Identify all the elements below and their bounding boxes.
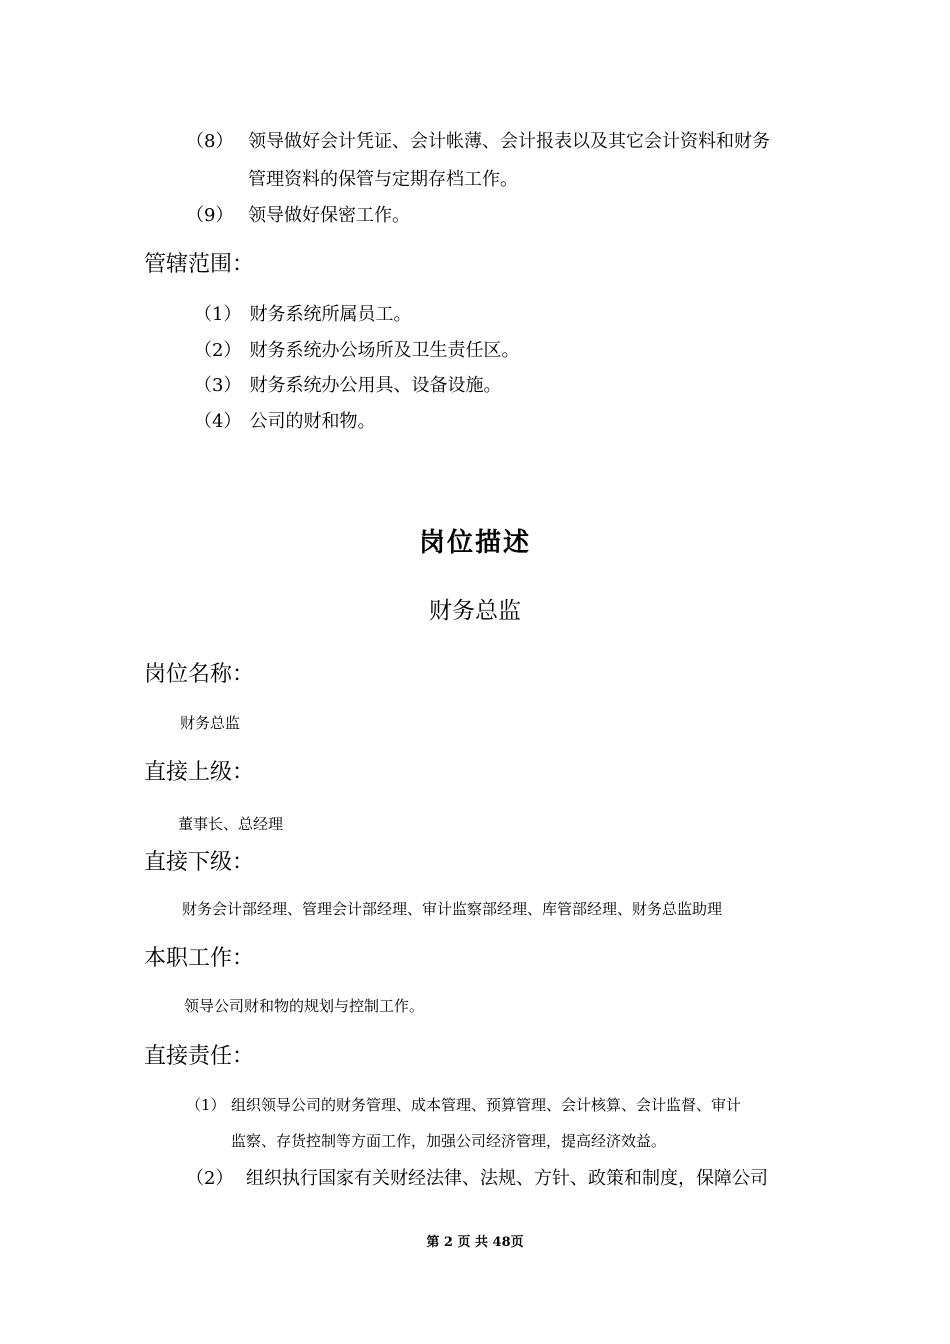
list-item — [186, 1094, 226, 1115]
item-text: 财务系统所属员工。 — [249, 304, 412, 325]
item-text-line: 领导做好保密工作。 — [248, 205, 410, 226]
section-text: 财务总监 — [180, 714, 241, 732]
item-text: 公司的财和物。 — [249, 411, 376, 432]
list-item-8 — [186, 127, 233, 153]
item-text-line: 组织执行国家有关财经法律、法规、方针、政策和制度，保障公司 — [246, 1168, 768, 1189]
item-number: （4） — [194, 411, 242, 432]
section-heading-scope: 管辖范围： — [144, 252, 255, 277]
list-item — [194, 407, 375, 433]
section-text: 领导公司财和物的规划与控制工作。 — [184, 997, 425, 1015]
item-number: （3） — [194, 375, 242, 396]
section-heading-position-name: 岗位名称： — [144, 662, 255, 687]
item-number: （2） — [194, 340, 242, 361]
item-text-line: 领导做好会计凭证、会计帐薄、会计报表以及其它会计资料和财务 — [248, 131, 770, 152]
section-heading-subordinate: 直接下级： — [144, 850, 255, 875]
section-heading-superior: 直接上级： — [144, 760, 255, 785]
item-text-line: 管理资料的保管与定期存档工作。 — [248, 169, 518, 190]
section-text: 财务会计部经理、管理会计部经理、审计监察部经理、库管部经理、财务总监助理 — [182, 900, 723, 918]
section-heading-main-work: 本职工作： — [144, 946, 255, 971]
item-number: （8） — [186, 131, 234, 152]
item-number: （1） — [194, 304, 242, 325]
list-item — [194, 300, 411, 326]
item-text-line: 组织领导公司的财务管理、成本管理、预算管理、会计核算、会计监督、审计 — [231, 1096, 742, 1114]
item-text-line: 监察、存货控制等方面工作，加强公司经济管理，提高经济效益。 — [231, 1132, 667, 1150]
item-text: 财务系统办公用具、设备设施。 — [249, 375, 502, 396]
item-number: （9） — [186, 205, 234, 226]
page-footer: 第 2 页 共 48页 — [426, 1235, 524, 1250]
list-item — [194, 336, 519, 362]
item-number: （1） — [186, 1096, 226, 1114]
item-text: 财务系统办公场所及卫生责任区。 — [249, 340, 520, 361]
section-heading-responsibility: 直接责任： — [144, 1044, 255, 1069]
section-text: 董事长、总经理 — [178, 815, 284, 833]
item-number: （2） — [186, 1168, 234, 1189]
list-item-9 — [186, 201, 233, 227]
list-item — [194, 371, 501, 397]
list-item — [186, 1164, 233, 1190]
document-subtitle: 财务总监 — [429, 598, 521, 624]
document-title: 岗位描述 — [418, 528, 531, 558]
